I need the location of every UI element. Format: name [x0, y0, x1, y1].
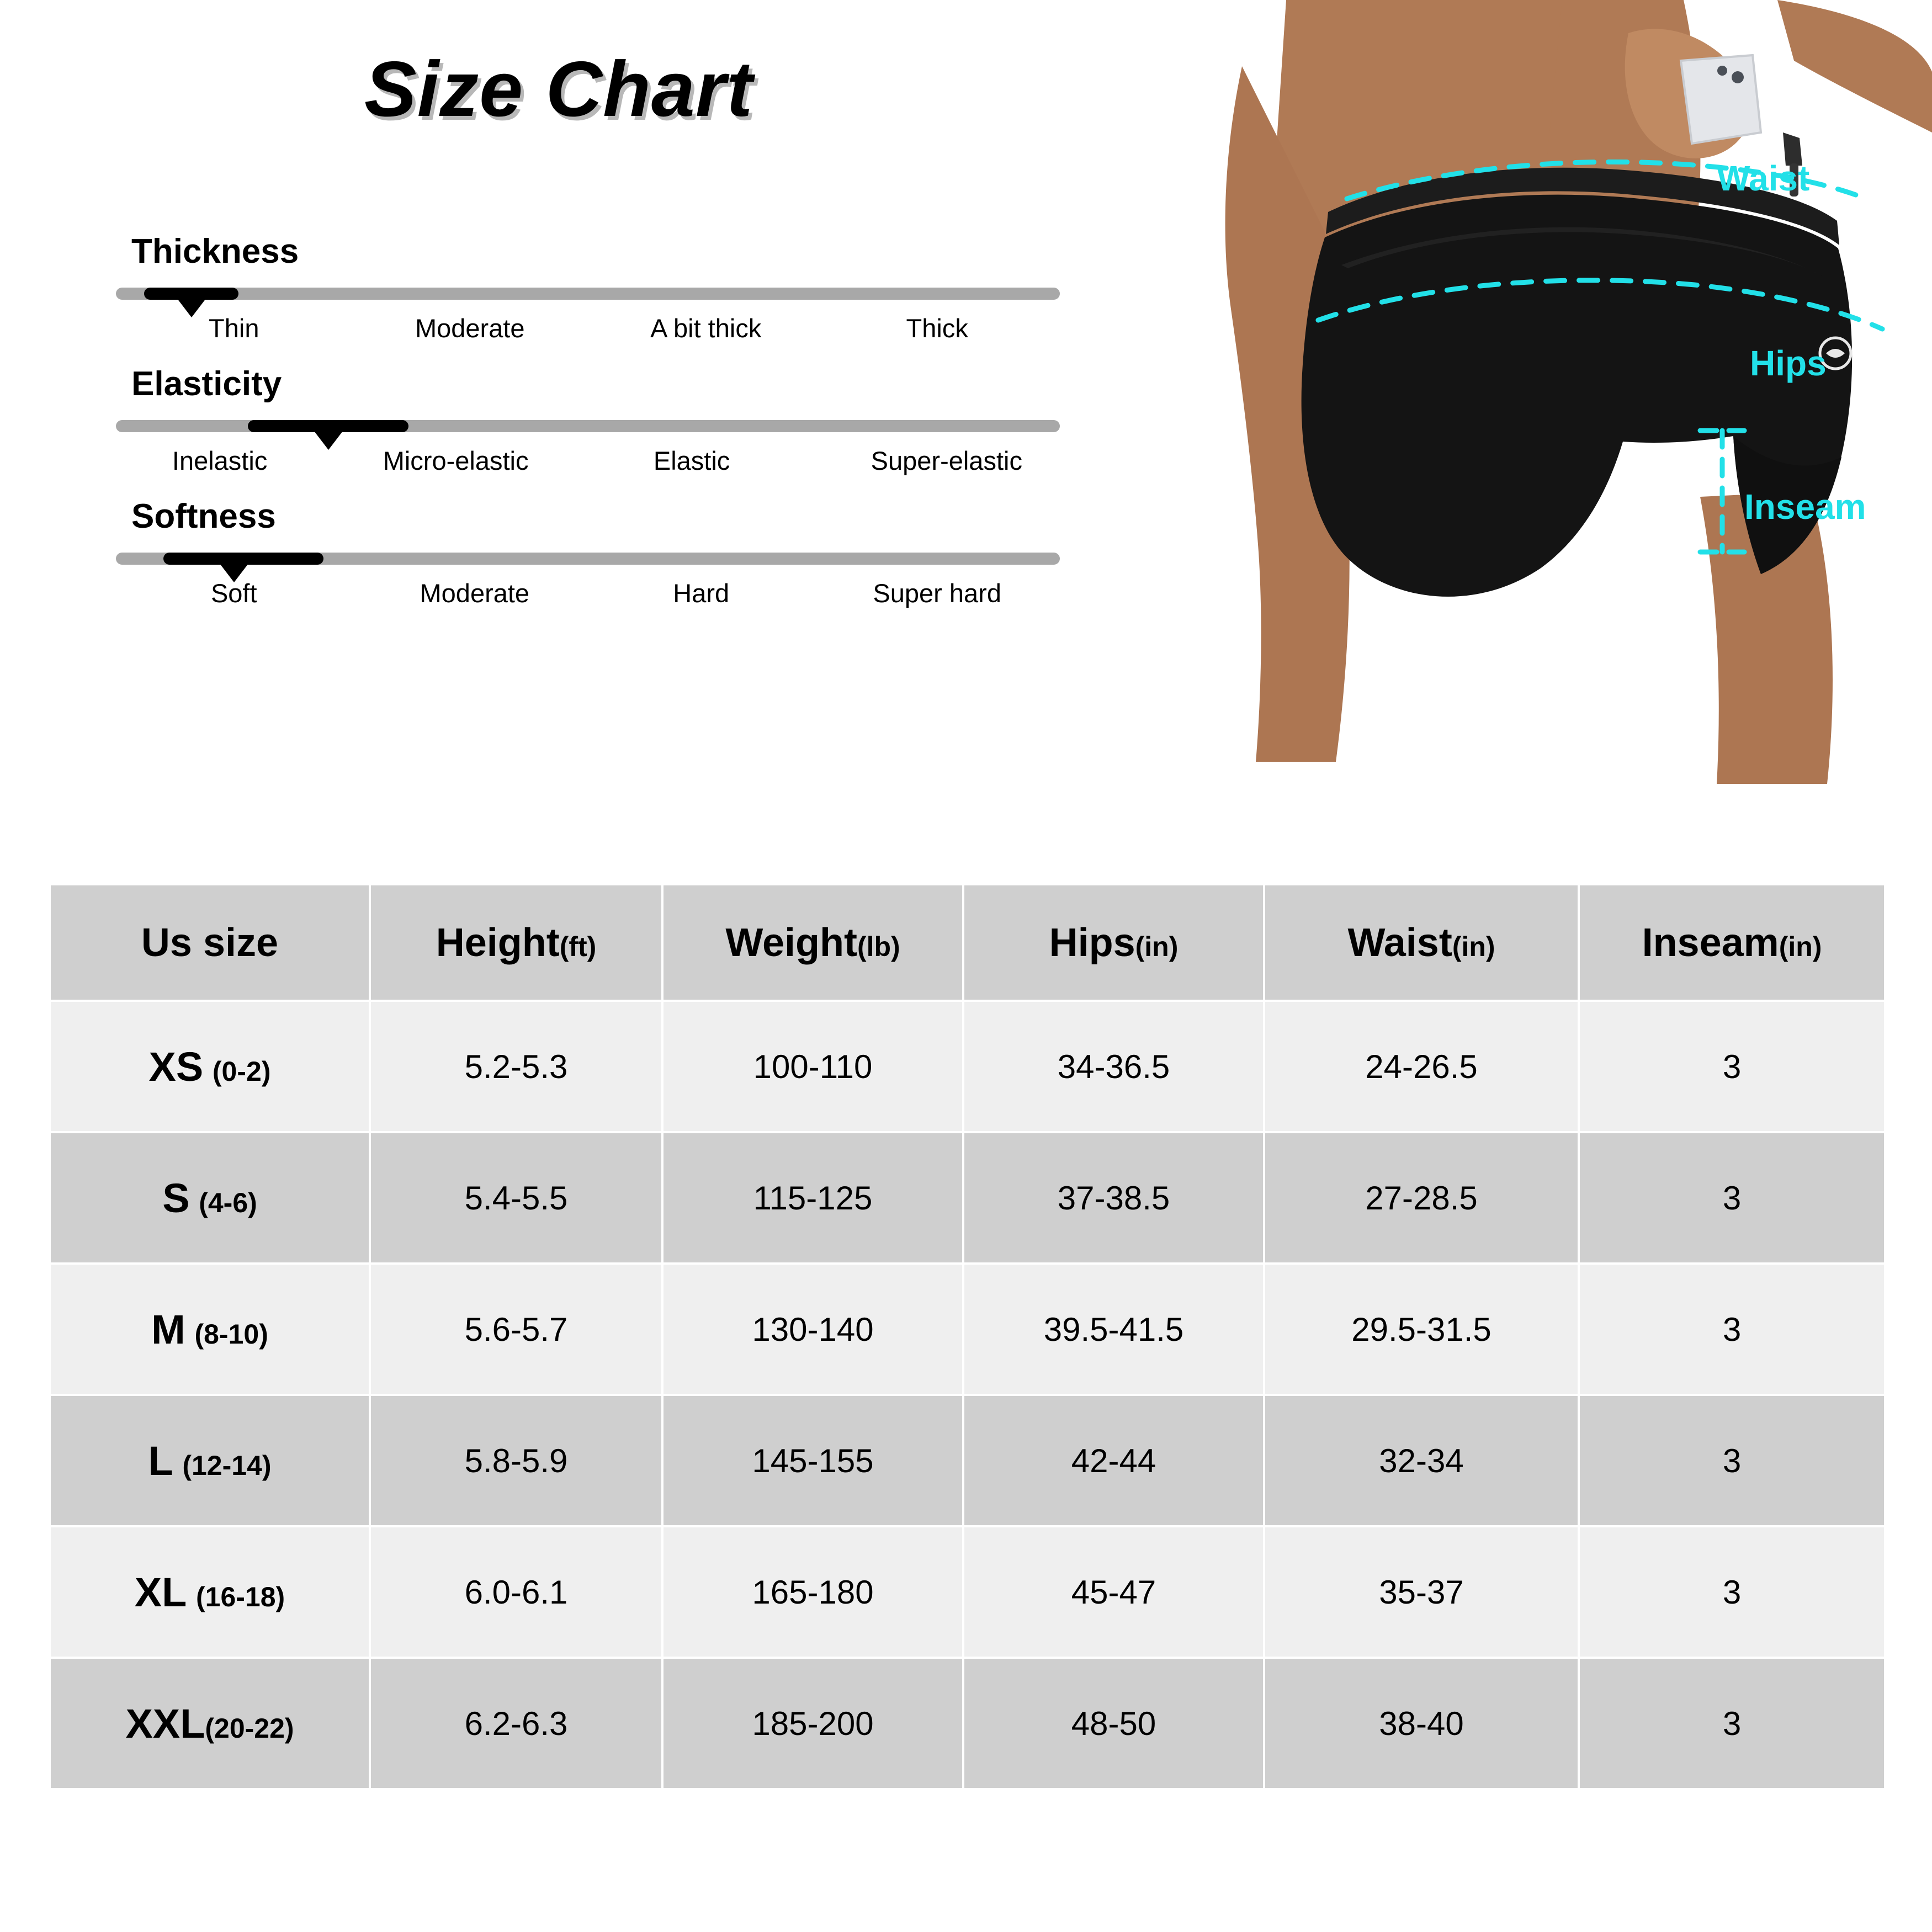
cell-waist: 38-40 [1264, 1658, 1579, 1789]
cell-waist: 27-28.5 [1264, 1132, 1579, 1264]
cell-hips: 39.5-41.5 [963, 1264, 1264, 1395]
table-row [50, 1395, 1885, 1526]
size-number: (12-14) [182, 1450, 272, 1481]
page-title: Size Chart [364, 45, 753, 133]
cell-waist: 24-26.5 [1264, 1001, 1579, 1132]
header-main: Us size [141, 920, 279, 965]
tick-label: Hard [673, 578, 730, 608]
column-header-hips [963, 884, 1264, 1001]
size-label: XXL [125, 1700, 205, 1747]
cell-weight: 100-110 [662, 1001, 963, 1132]
cell-waist: 35-37 [1264, 1526, 1579, 1658]
tick-label: Moderate [420, 578, 530, 608]
table-header-row [50, 884, 1885, 1001]
size-label: M [151, 1306, 185, 1352]
slider-softness[interactable] [116, 544, 1060, 608]
column-header-height [370, 884, 662, 1001]
header-unit: (in) [1452, 931, 1495, 962]
size-label: XL [134, 1569, 187, 1615]
header-unit: (lb) [857, 931, 900, 962]
slider-thickness[interactable] [116, 279, 1060, 343]
tick-label: Thick [906, 314, 968, 343]
cell-weight: 185-200 [662, 1658, 963, 1789]
cell-inseam: 3 [1579, 1001, 1885, 1132]
size-number: (20-22) [205, 1712, 294, 1744]
tick-label: Elastic [653, 446, 730, 475]
cell-size [50, 1658, 370, 1789]
header-main: Hips [1049, 920, 1135, 965]
attribute-sliders [0, 232, 1104, 629]
header-main: Weight [725, 920, 857, 965]
attribute-group-softness [0, 497, 1104, 608]
column-header-us-size [50, 884, 370, 1001]
slider-fill [163, 553, 324, 565]
size-label: L [148, 1437, 173, 1484]
cell-hips: 45-47 [963, 1526, 1264, 1658]
svg-text:Inseam: Inseam [1744, 487, 1866, 527]
size-label: XS [148, 1043, 204, 1090]
cell-inseam: 3 [1579, 1526, 1885, 1658]
cell-hips: 48-50 [963, 1658, 1264, 1789]
cell-hips: 37-38.5 [963, 1132, 1264, 1264]
cell-height: 5.8-5.9 [370, 1395, 662, 1526]
tick-label: Thin [209, 314, 259, 343]
tick-label: A bit thick [650, 314, 762, 343]
cell-weight: 165-180 [662, 1526, 963, 1658]
header-main: Waist [1347, 920, 1452, 965]
tick-label: Moderate [415, 314, 525, 343]
attribute-group-elasticity [0, 364, 1104, 475]
svg-text:Waist: Waist [1717, 158, 1810, 198]
cell-inseam: 3 [1579, 1132, 1885, 1264]
cell-size [50, 1395, 370, 1526]
attribute-label-softness: Softness [131, 497, 276, 535]
attribute-label-thickness: Thickness [131, 232, 299, 270]
size-number: (16-18) [196, 1581, 285, 1612]
column-header-waist [1264, 884, 1579, 1001]
tick-label: Soft [210, 578, 257, 608]
cell-height: 5.6-5.7 [370, 1264, 662, 1395]
table-row [50, 1132, 1885, 1264]
slider-ticks [116, 313, 1060, 352]
slider-fill [144, 288, 238, 300]
table-row [50, 1264, 1885, 1395]
cell-waist: 32-34 [1264, 1395, 1579, 1526]
size-table-wrapper [49, 883, 1884, 1790]
size-chart-table [49, 883, 1886, 1790]
cell-height: 6.0-6.1 [370, 1526, 662, 1658]
cell-weight: 145-155 [662, 1395, 963, 1526]
cell-size [50, 1264, 370, 1395]
attribute-label-elasticity: Elasticity [131, 365, 282, 403]
table-row [50, 1001, 1885, 1132]
header-unit: (in) [1779, 931, 1822, 962]
header-unit: (in) [1135, 931, 1179, 962]
tick-label: Super-elastic [871, 446, 1022, 475]
attribute-group-thickness [0, 232, 1104, 343]
cell-weight: 115-125 [662, 1132, 963, 1264]
cell-inseam: 3 [1579, 1395, 1885, 1526]
cell-height: 5.2-5.3 [370, 1001, 662, 1132]
tick-label: Super hard [873, 578, 1001, 608]
tick-label: Micro-elastic [383, 446, 529, 475]
table-row [50, 1526, 1885, 1658]
header-unit: (ft) [559, 931, 597, 962]
tick-label: Inelastic [172, 446, 268, 475]
product-photo [1143, 0, 1932, 872]
header-main: Height [436, 920, 560, 965]
cell-size [50, 1526, 370, 1658]
slider-elasticity[interactable] [116, 411, 1060, 475]
column-header-weight [662, 884, 963, 1001]
slider-ticks [116, 578, 1060, 617]
size-number: (8-10) [194, 1318, 268, 1350]
size-label: S [162, 1175, 190, 1221]
cell-inseam: 3 [1579, 1658, 1885, 1789]
column-header-inseam [1579, 884, 1885, 1001]
table-row [50, 1658, 1885, 1789]
slider-track [116, 288, 1060, 300]
cell-height: 6.2-6.3 [370, 1658, 662, 1789]
cell-size [50, 1001, 370, 1132]
cell-height: 5.4-5.5 [370, 1132, 662, 1264]
cell-inseam: 3 [1579, 1264, 1885, 1395]
slider-ticks [116, 445, 1060, 484]
cell-hips: 42-44 [963, 1395, 1264, 1526]
cell-waist: 29.5-31.5 [1264, 1264, 1579, 1395]
cell-weight: 130-140 [662, 1264, 963, 1395]
slider-fill [248, 420, 408, 432]
size-number: (0-2) [212, 1055, 271, 1087]
header-main: Inseam [1642, 920, 1779, 965]
svg-text:Hips: Hips [1750, 343, 1827, 383]
size-number: (4-6) [199, 1187, 257, 1218]
cell-hips: 34-36.5 [963, 1001, 1264, 1132]
cell-size [50, 1132, 370, 1264]
